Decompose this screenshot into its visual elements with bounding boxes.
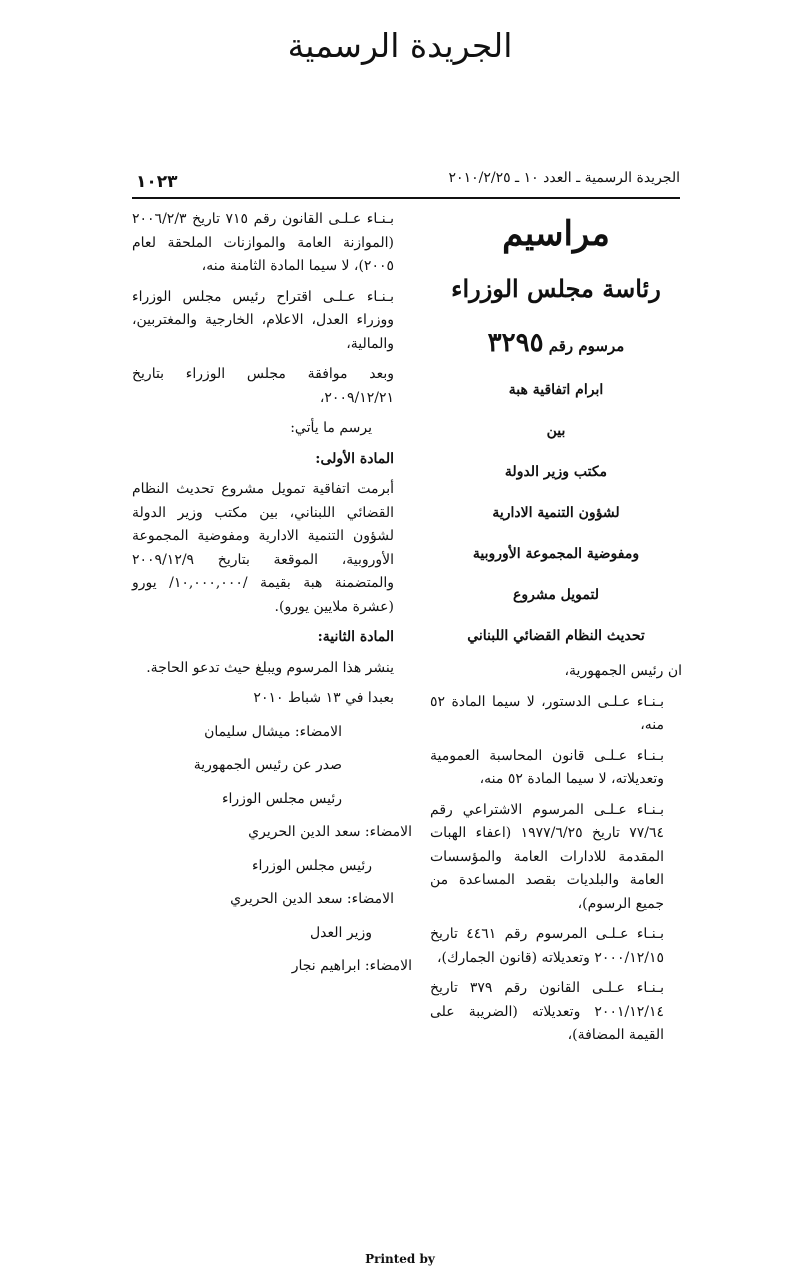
article-1-heading: المادة الأولى: xyxy=(315,450,394,467)
preamble-paragraph: وبعد موافقة مجلس الوزراء بتاريخ ٢٠٠٩/١٢/٢١، xyxy=(132,366,394,406)
preamble-paragraph: بـنـاء عـلـى القانون رقم ٣٧٩ تاريخ ٢٠٠١/١٢/١٤ وتعديلاته (الضريبة على القيمة المضافة)، xyxy=(430,980,664,1043)
section-subheading: رئاسة مجلس الوزراء xyxy=(451,274,661,303)
signature-pm: الامضاء: سعد الدين الحريري xyxy=(248,824,412,840)
preamble-paragraph: بـنـاء عـلـى قانون المحاسبة العمومية وتعديلاته، لا سيما المادة ٥٢ منه، xyxy=(430,747,664,787)
site-title: الجريدة الرسمية xyxy=(287,26,513,65)
article-2-heading: المادة الثانية: xyxy=(317,629,394,645)
issue-header: الجريدة الرسمية ـ العدد ١٠ ـ ٢٠١٠/٢/٢٥ xyxy=(448,170,680,186)
decree-subject-line: مكتب وزير الدولة xyxy=(504,464,608,480)
page-number: ١٠٢٣ xyxy=(136,172,178,192)
decrees-phrase: يرسم ما يأتي: xyxy=(290,420,372,436)
article-2-text: ينشر هذا المرسوم ويبلغ حيث تدعو الحاجة. xyxy=(146,659,394,676)
signature-pm: الامضاء: سعد الدين الحريري xyxy=(230,891,394,907)
preamble-paragraph: بـنـاء عـلـى القانون رقم ٧١٥ تاريخ ٢٠٠٦/٢/٣ (الموازنة العامة والموازنات الملحقة لعام ٢٠٠٥)، لا سيما المادة الثامنة منه، xyxy=(132,211,394,274)
decree-subject-line: ابرام اتفاقية هبة xyxy=(508,382,604,398)
header-rule xyxy=(132,197,680,199)
decree-subject-line: تحديث النظام القضائي اللبناني xyxy=(467,628,645,644)
printed-by-footer: Printed by xyxy=(365,1252,435,1266)
decree-number: ٣٢٩٥ xyxy=(487,328,544,358)
justice-minister-title: وزير العدل xyxy=(309,924,372,941)
decree-subject-line: لشؤون التنمية الادارية xyxy=(492,505,620,521)
preamble-paragraph: بـنـاء عـلـى المرسوم رقم ٤٤٦١ تاريخ ٢٠٠٠/١٢/١٥ وتعديلاته (قانون الجمارك)، xyxy=(430,926,664,966)
decree-subject-line: لتمويل مشروع xyxy=(512,587,600,603)
intro-line: ان رئيس الجمهورية، xyxy=(564,663,682,679)
section-heading: مراسيم xyxy=(502,214,610,254)
issued-by: صدر عن رئيس الجمهورية xyxy=(193,757,342,773)
pm-title: رئيس مجلس الوزراء xyxy=(251,857,372,874)
preamble-paragraph: بـنـاء عـلـى المرسوم الاشتراعي رقم ٧٧/٦٤ تاريخ ١٩٧٧/٦/٢٥ (اعفاء الهبات المقدمة للادارات العامة والمؤسسات العامة والبلديات بقصد المساعدة من جميع الرسوم)، xyxy=(430,801,664,912)
preamble-paragraph: بـنـاء عـلـى الدستور، لا سيما المادة ٥٢ منه، xyxy=(430,693,664,733)
signature-justice-minister: الامضاء: ابراهيم نجار xyxy=(291,958,412,974)
pm-title: رئيس مجلس الوزراء xyxy=(221,790,342,807)
signature-president: الامضاء: ميشال سليمان xyxy=(204,723,342,740)
decree-subject-line: بين xyxy=(546,423,566,439)
article-1-text: أبرمت اتفاقية تمويل مشروع تحديث النظام القضائي اللبناني، بين مكتب وزير الدولة لشؤون التنمية الادارية ومفوضية المجموعة الأوروبية، الموقعة بتاريخ ٢٠٠٩/١٢/٩ والمتضمنة هبة بقيمة /١٠,٠٠٠,٠٠٠/ يورو (عشرة ملايين يورو). xyxy=(132,481,394,615)
preamble-paragraph: بـنـاء عـلـى اقتراح رئيس مجلس الوزراء ووزراء العدل، الاعلام، الخارجية والمغتربين، والمالية، xyxy=(132,288,394,352)
decree-subject-line: ومفوضية المجموعة الأوروبية xyxy=(472,546,640,562)
date-line: بعبدا في ١٣ شباط ٢٠١٠ xyxy=(253,690,394,706)
right-column xyxy=(430,208,682,1055)
decree-label: مرسوم رقم xyxy=(548,337,625,355)
decree-title xyxy=(430,323,682,366)
left-column xyxy=(132,208,412,989)
